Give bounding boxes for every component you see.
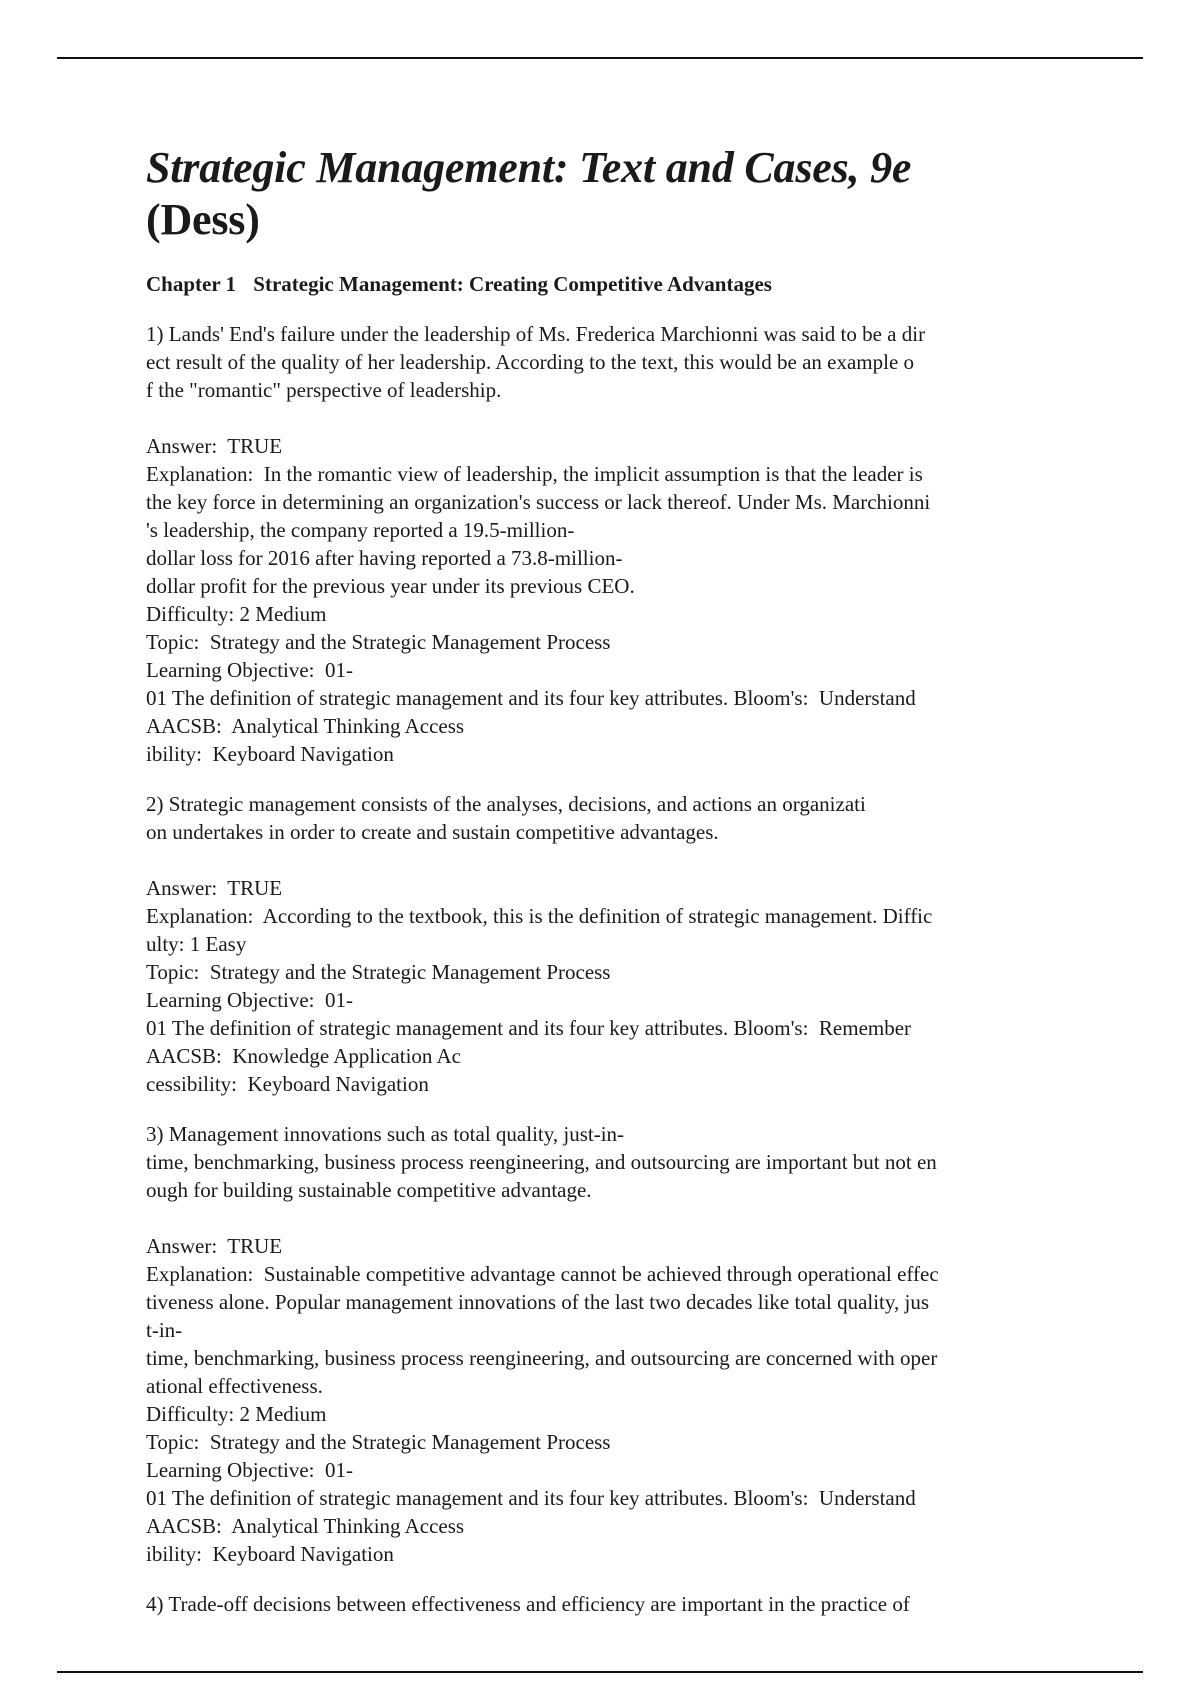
chapter-heading: [146, 270, 1136, 298]
answer-details: [146, 432, 1136, 768]
answer-line: 01 The definition of strategic management and its four key attributes. Bloom's: Understand: [146, 1486, 916, 1510]
question-text: [146, 1590, 1136, 1618]
question-block: [146, 1590, 1136, 1618]
answer-line: AACSB: Analytical Thinking Access: [146, 1514, 465, 1538]
spacer: [146, 846, 1136, 874]
title-text: Strategic Management: Text and Cases, 9e: [146, 143, 912, 192]
answer-line: tiveness alone. Popular management innovations of the last two decades like total quality, jus: [146, 1290, 930, 1314]
answer-line: Difficulty: 2 Medium: [146, 602, 327, 626]
answer-line: Difficulty: 2 Medium: [146, 1402, 327, 1426]
question-line: on undertakes in order to create and sustain competitive advantages.: [146, 820, 719, 844]
answer-line: ibility: Keyboard Navigation: [146, 742, 394, 766]
answer-line: Topic: Strategy and the Strategic Management Process: [146, 960, 611, 984]
question-list: [146, 320, 1136, 1618]
spacer: [146, 404, 1136, 432]
answer-line: Topic: Strategy and the Strategic Management Process: [146, 1430, 611, 1454]
bottom-rule: [57, 1671, 1143, 1673]
question-text: [146, 320, 1136, 404]
answer-details: [146, 874, 1136, 1098]
question-line: ough for building sustainable competitive advantage.: [146, 1178, 592, 1202]
answer-line: t-in-: [146, 1318, 183, 1342]
answer-line: Learning Objective: 01-: [146, 1458, 354, 1482]
question-line: 4) Trade-off decisions between effectiveness and efficiency are important in the practice of: [146, 1592, 910, 1616]
answer-line: cessibility: Keyboard Navigation: [146, 1072, 429, 1096]
answer-line: ulty: 1 Easy: [146, 932, 247, 956]
answer-line: Explanation: Sustainable competitive advantage cannot be achieved through operational effec: [146, 1262, 939, 1286]
answer-line: dollar profit for the previous year under its previous CEO.: [146, 574, 635, 598]
question-text: [146, 790, 1136, 846]
page-content: [146, 142, 1136, 1618]
answer-line: 's leadership, the company reported a 19.5-million-: [146, 518, 575, 542]
question-text: [146, 1120, 1136, 1204]
question-line: 2) Strategic management consists of the analyses, decisions, and actions an organizati: [146, 792, 866, 816]
question-block: [146, 1120, 1136, 1568]
answer-line: Explanation: According to the textbook, this is the definition of strategic management. Diffic: [146, 904, 933, 928]
answer-line: AACSB: Analytical Thinking Access: [146, 714, 465, 738]
spacer: [146, 1204, 1136, 1232]
answer-line: Explanation: In the romantic view of leadership, the implicit assumption is that the leader is: [146, 462, 923, 486]
question-line: time, benchmarking, business process reengineering, and outsourcing are important but not en: [146, 1150, 937, 1174]
answer-line: time, benchmarking, business process reengineering, and outsourcing are concerned with oper: [146, 1346, 938, 1370]
top-rule: [57, 57, 1143, 59]
question-line: ect result of the quality of her leadership. According to the text, this would be an example o: [146, 350, 915, 374]
document-title: [146, 142, 1136, 246]
answer-line: Topic: Strategy and the Strategic Management Process: [146, 630, 611, 654]
answer-line: ibility: Keyboard Navigation: [146, 1542, 394, 1566]
question-line: 1) Lands' End's failure under the leadership of Ms. Frederica Marchionni was said to be a dir: [146, 322, 926, 346]
answer-line: the key force in determining an organization's success or lack thereof. Under Ms. Marchionni: [146, 490, 931, 514]
answer-line: Learning Objective: 01-: [146, 658, 354, 682]
question-block: [146, 790, 1136, 1098]
chapter-number: Chapter 1: [146, 272, 237, 296]
author-text: (Dess): [146, 195, 260, 244]
answer-line: Answer: TRUE: [146, 434, 283, 458]
answer-line: Answer: TRUE: [146, 1234, 283, 1258]
answer-line: AACSB: Knowledge Application Ac: [146, 1044, 461, 1068]
chapter-title: Strategic Management: Creating Competitive Advantages: [253, 272, 772, 296]
question-line: f the "romantic" perspective of leadership.: [146, 378, 502, 402]
question-line: 3) Management innovations such as total quality, just-in-: [146, 1122, 625, 1146]
answer-line: ational effectiveness.: [146, 1374, 323, 1398]
answer-line: 01 The definition of strategic management and its four key attributes. Bloom's: Remember: [146, 1016, 912, 1040]
answer-line: 01 The definition of strategic management and its four key attributes. Bloom's: Understand: [146, 686, 916, 710]
answer-line: Learning Objective: 01-: [146, 988, 354, 1012]
answer-line: dollar loss for 2016 after having reported a 73.8-million-: [146, 546, 623, 570]
answer-line: Answer: TRUE: [146, 876, 283, 900]
question-block: [146, 320, 1136, 768]
answer-details: [146, 1232, 1136, 1568]
